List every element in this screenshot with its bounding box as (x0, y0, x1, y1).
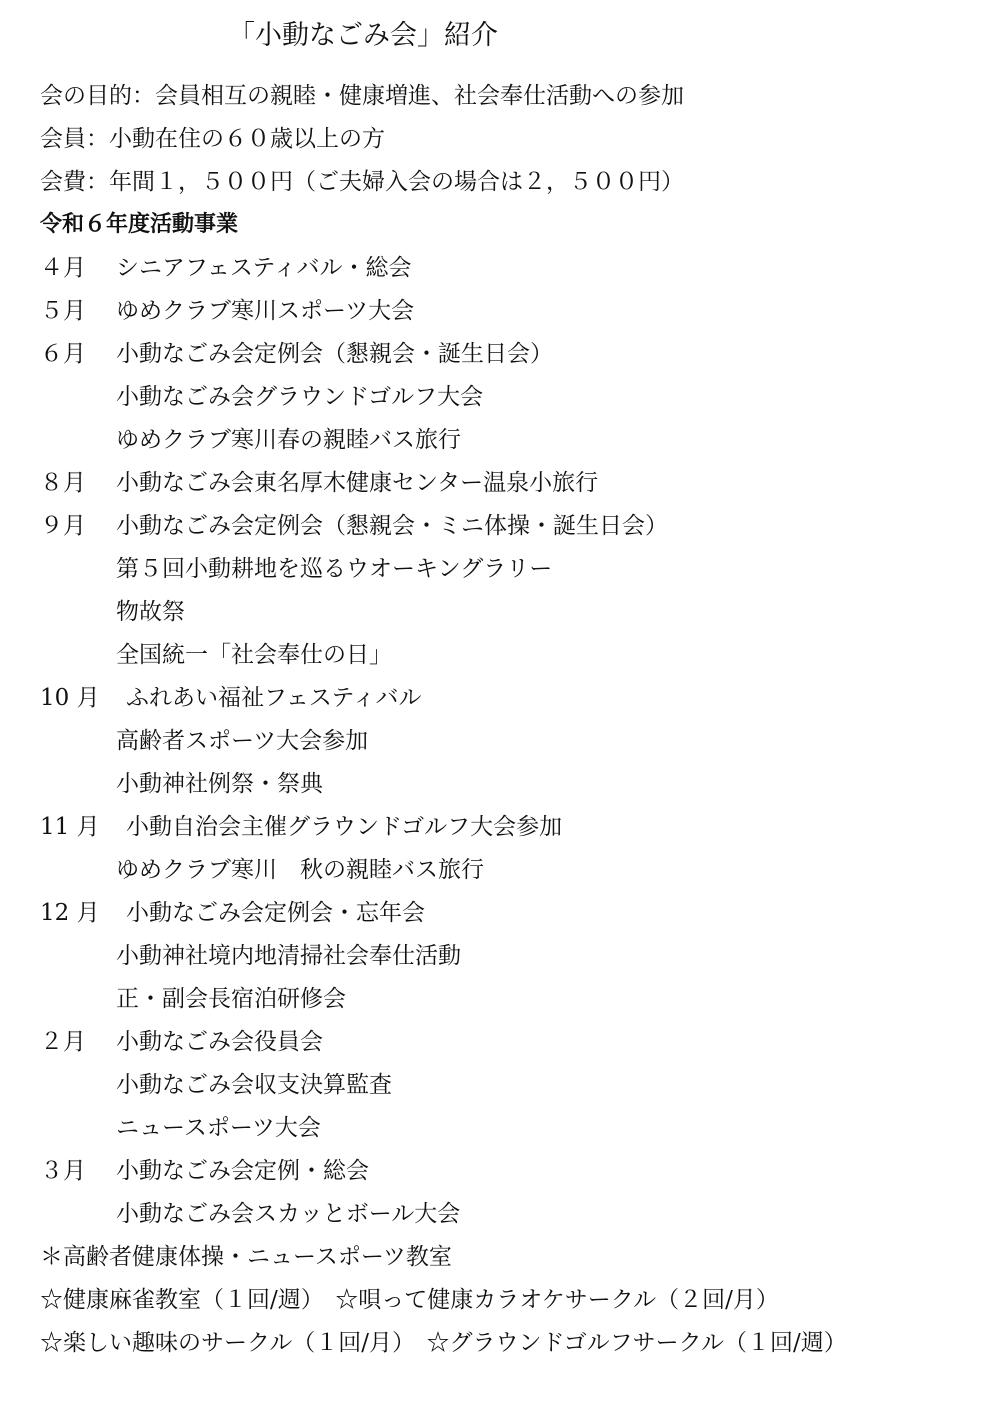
schedule-event: 小動なごみ会定例会（懇親会・ミニ体操・誕生日会） (116, 513, 668, 539)
schedule-event: 小動なごみ会定例会・忘年会 (126, 900, 425, 926)
schedule-event: ゆめクラブ寒川春の親睦バス旅行 (116, 427, 461, 453)
schedule-month: ９月 (40, 513, 86, 539)
schedule-event: 小動なごみ会定例・総会 (116, 1158, 369, 1184)
schedule-event: 物故祭 (116, 599, 185, 625)
schedule-month: ３月 (40, 1158, 86, 1184)
schedule-month: 11 月 (40, 814, 100, 840)
circles-line-2: ☆楽しい趣味のサークル（１回/月） ☆グラウンドゴルフサークル（１回/週） (40, 1330, 847, 1356)
schedule-event: 第５回小動耕地を巡るウオーキングラリー (116, 556, 553, 582)
schedule-event: 正・副会長宿泊研修会 (116, 986, 346, 1012)
classes-note: ＊高齢者健康体操・ニュースポーツ教室 (40, 1244, 452, 1270)
schedule-event: ふれあい福祉フェスティバル (126, 685, 422, 711)
schedule-event: 小動神社境内地清掃社会奉仕活動 (116, 943, 461, 969)
schedule-month: ６月 (40, 341, 86, 367)
purpose-line: 会の目的：会員相互の親睦・健康増進、社会奉仕活動への参加 (40, 83, 684, 109)
schedule-month: ２月 (40, 1029, 86, 1055)
page-title: 「小動なごみ会」紹介 (228, 20, 498, 51)
schedule-month: 12 月 (40, 900, 100, 926)
schedule-event: ゆめクラブ寒川スポーツ大会 (116, 298, 415, 324)
schedule-month: ５月 (40, 298, 86, 324)
schedule-event: 小動なごみ会収支決算監査 (116, 1072, 392, 1098)
schedule-event: 小動なごみ会スカッとボール大会 (116, 1201, 461, 1227)
schedule-event: 小動自治会主催グラウンドゴルフ大会参加 (126, 814, 563, 840)
members-line: 会員：小動在住の６０歳以上の方 (40, 126, 385, 152)
schedule-event: 全国統一「社会奉仕の日」 (116, 642, 392, 668)
activities-heading: 令和６年度活動事業 (40, 212, 239, 237)
schedule-event: ニュースポーツ大会 (116, 1115, 321, 1141)
fee-line: 会費：年間１，５００円（ご夫婦入会の場合は２，５００円） (40, 169, 684, 195)
schedule-event: 小動なごみ会グラウンドゴルフ大会 (116, 384, 484, 410)
schedule-event: 小動なごみ会東名厚木健康センター温泉小旅行 (116, 470, 599, 496)
schedule-month: ８月 (40, 470, 86, 496)
schedule-event: 小動なごみ会役員会 (116, 1029, 323, 1055)
schedule-month: 10 月 (40, 685, 100, 711)
schedule-event: 高齢者スポーツ大会参加 (116, 728, 369, 754)
schedule-event: 小動神社例祭・祭典 (116, 771, 323, 797)
circles-line-1: ☆健康麻雀教室（１回/週） ☆唄って健康カラオケサークル（２回/月） (40, 1287, 779, 1313)
schedule-event: ゆめクラブ寒川 秋の親睦バス旅行 (116, 857, 484, 883)
schedule-event: 小動なごみ会定例会（懇親会・誕生日会） (116, 341, 553, 367)
schedule-month: ４月 (40, 255, 86, 281)
schedule-event: シニアフェスティバル・総会 (116, 255, 412, 281)
